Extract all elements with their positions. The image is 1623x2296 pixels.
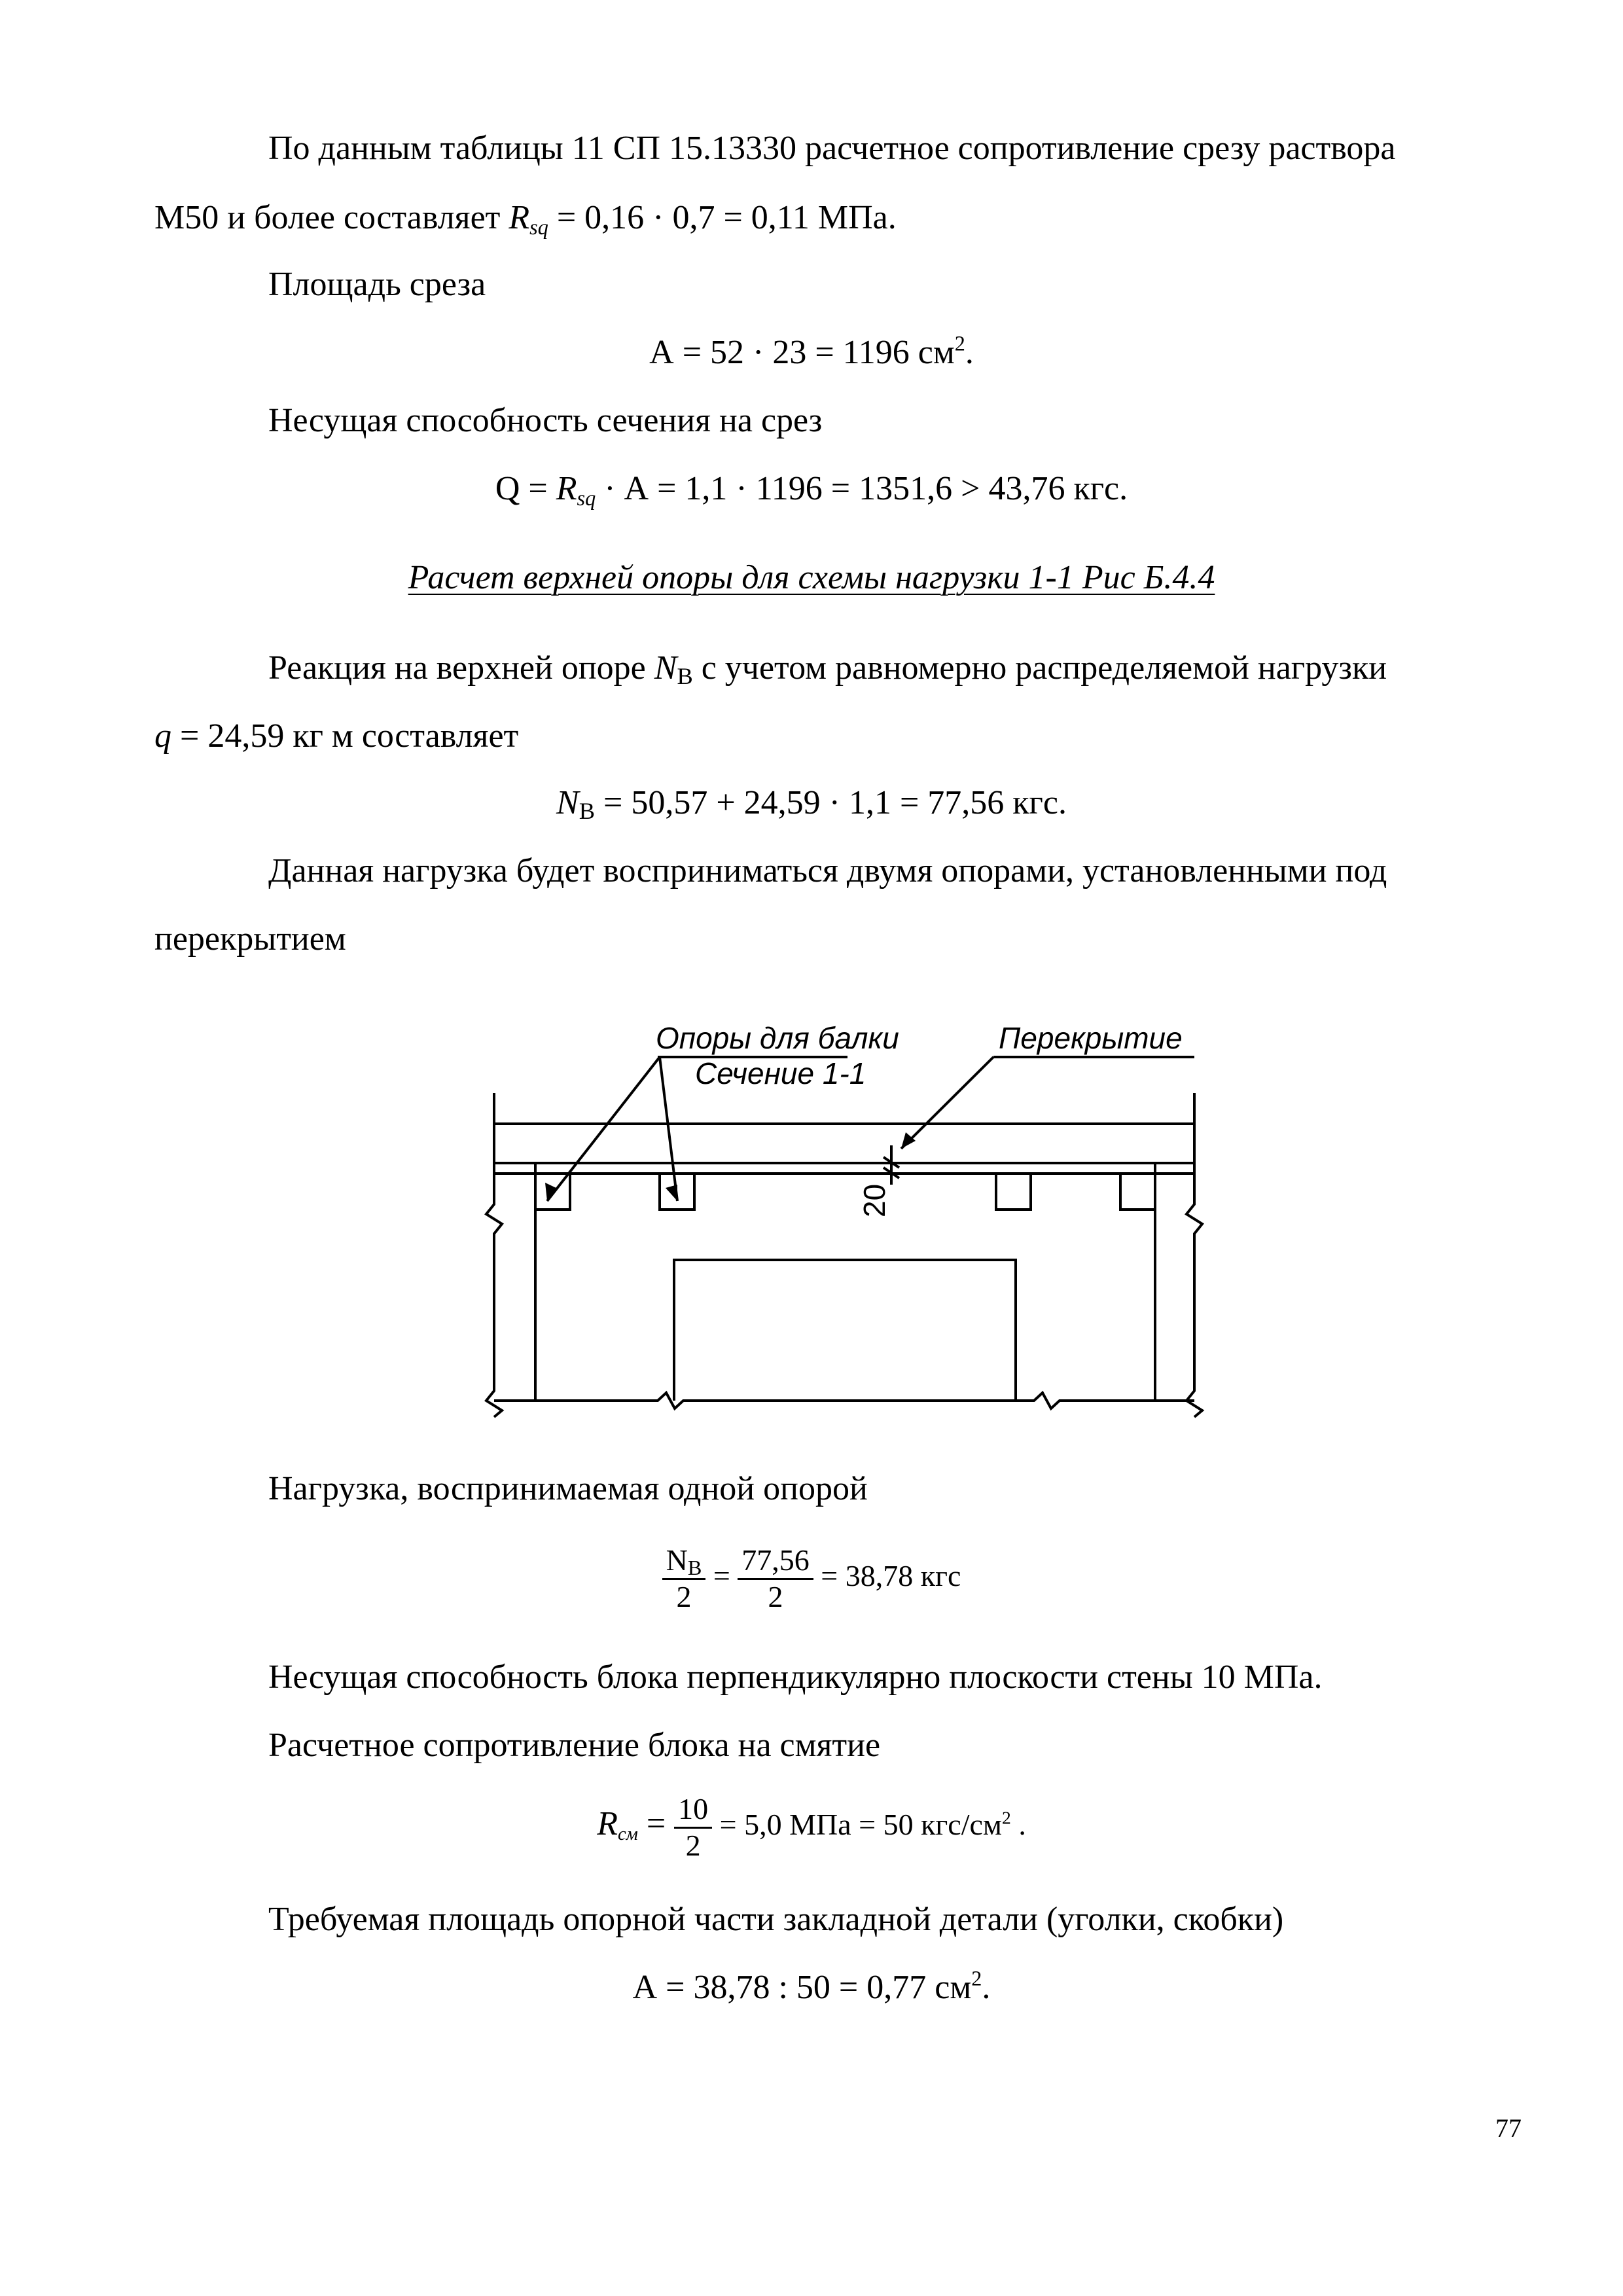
p4-line-2: q = 24,59 кг м составляет [154, 717, 519, 755]
shear-capacity-equation: $Q = R_{sq} \cdot А = 1,1 \cdot 1196 = 1351,6 > 43,76$ кгс. [495, 470, 1128, 511]
single-support-load-label: Нагрузка, воспринимаемая одной опорой [268, 1470, 868, 1507]
p5-line-2: перекрытием [154, 920, 346, 958]
leader-arrow-1 [547, 1057, 660, 1201]
p1-line-2: М50 и более составляет $R_{sq} = 0,16 \cdot 0,7 = 0,11$ МПа. [154, 199, 897, 240]
p5-line-1: Данная нагрузка будет восприниматься двумя опорами, установленными под [268, 852, 1387, 889]
p1-line-1: По данным таблицы 11 СП 15.13330 расчетное сопротивление срезу раствора [268, 130, 1396, 167]
section-label: Сечение 1-1 [695, 1056, 866, 1090]
left-break-line [486, 1093, 502, 1417]
slab-label: Перекрытие [999, 1021, 1183, 1055]
page-number: 77 [1495, 2113, 1522, 2143]
support-block-3 [996, 1174, 1031, 1210]
leader-arrow-2 [660, 1057, 677, 1201]
right-break-line [1186, 1093, 1202, 1417]
p4-line-1: Реакция на верхней опоре NВ с учетом равномерно распределяемой нагрузки [268, 649, 1387, 689]
section-heading: Расчет верхней опоры для схемы нагрузки 1-1 Рис Б.4.4 [408, 559, 1215, 596]
support-block-4 [1120, 1174, 1155, 1210]
bottom-break-line [494, 1393, 1194, 1408]
fraction-nb-over-2: $\frac{NВ}{2}$ [662, 1543, 706, 1615]
supports-label: Опоры для балки [656, 1021, 899, 1055]
block-capacity-text: Несущая способность блока перпендикулярно плоскости стены 10 МПа. [268, 1659, 1323, 1696]
fraction-10-over-2: $\frac{10}{2}$ [674, 1792, 712, 1863]
dimension-label: 20 [857, 1183, 891, 1217]
opening [674, 1260, 1016, 1401]
bearing-resistance-label: Расчетное сопротивление блока на смятие [268, 1727, 881, 1764]
shear-area-equation: А = 52 · 23 = 1196 $см^2$. [649, 331, 974, 371]
shear-capacity-label: Несущая способность сечения на срез [268, 402, 823, 439]
reaction-equation: NВ = 50,57 + 24,59 · 1,1 = 77,56 кгс. [556, 784, 1067, 824]
section-drawing [484, 1014, 1230, 1427]
fraction-7756-over-2: $\frac{77,56}{2}$ [738, 1543, 813, 1615]
shear-area-label: Площадь среза [268, 266, 486, 303]
required-area-equation: А = 38,78 : 50 = 0,77 $см^2$. [632, 1966, 991, 2006]
single-support-load-equation: $\frac{NВ}{2}$ = $\frac{77,56}{2}$ = 38,78 кгс [0, 1543, 1623, 1615]
arrowhead-2 [666, 1185, 677, 1201]
bearing-resistance-equation: $R_{см}$ = $\frac{10}{2}$ = 5,0 МПа = 50 кгс/$см^2$ . [597, 1792, 1026, 1862]
leader-arrow-3 [901, 1057, 993, 1149]
required-area-label: Требуемая площадь опорной части закладной детали (уголки, скобки) [268, 1901, 1284, 1938]
